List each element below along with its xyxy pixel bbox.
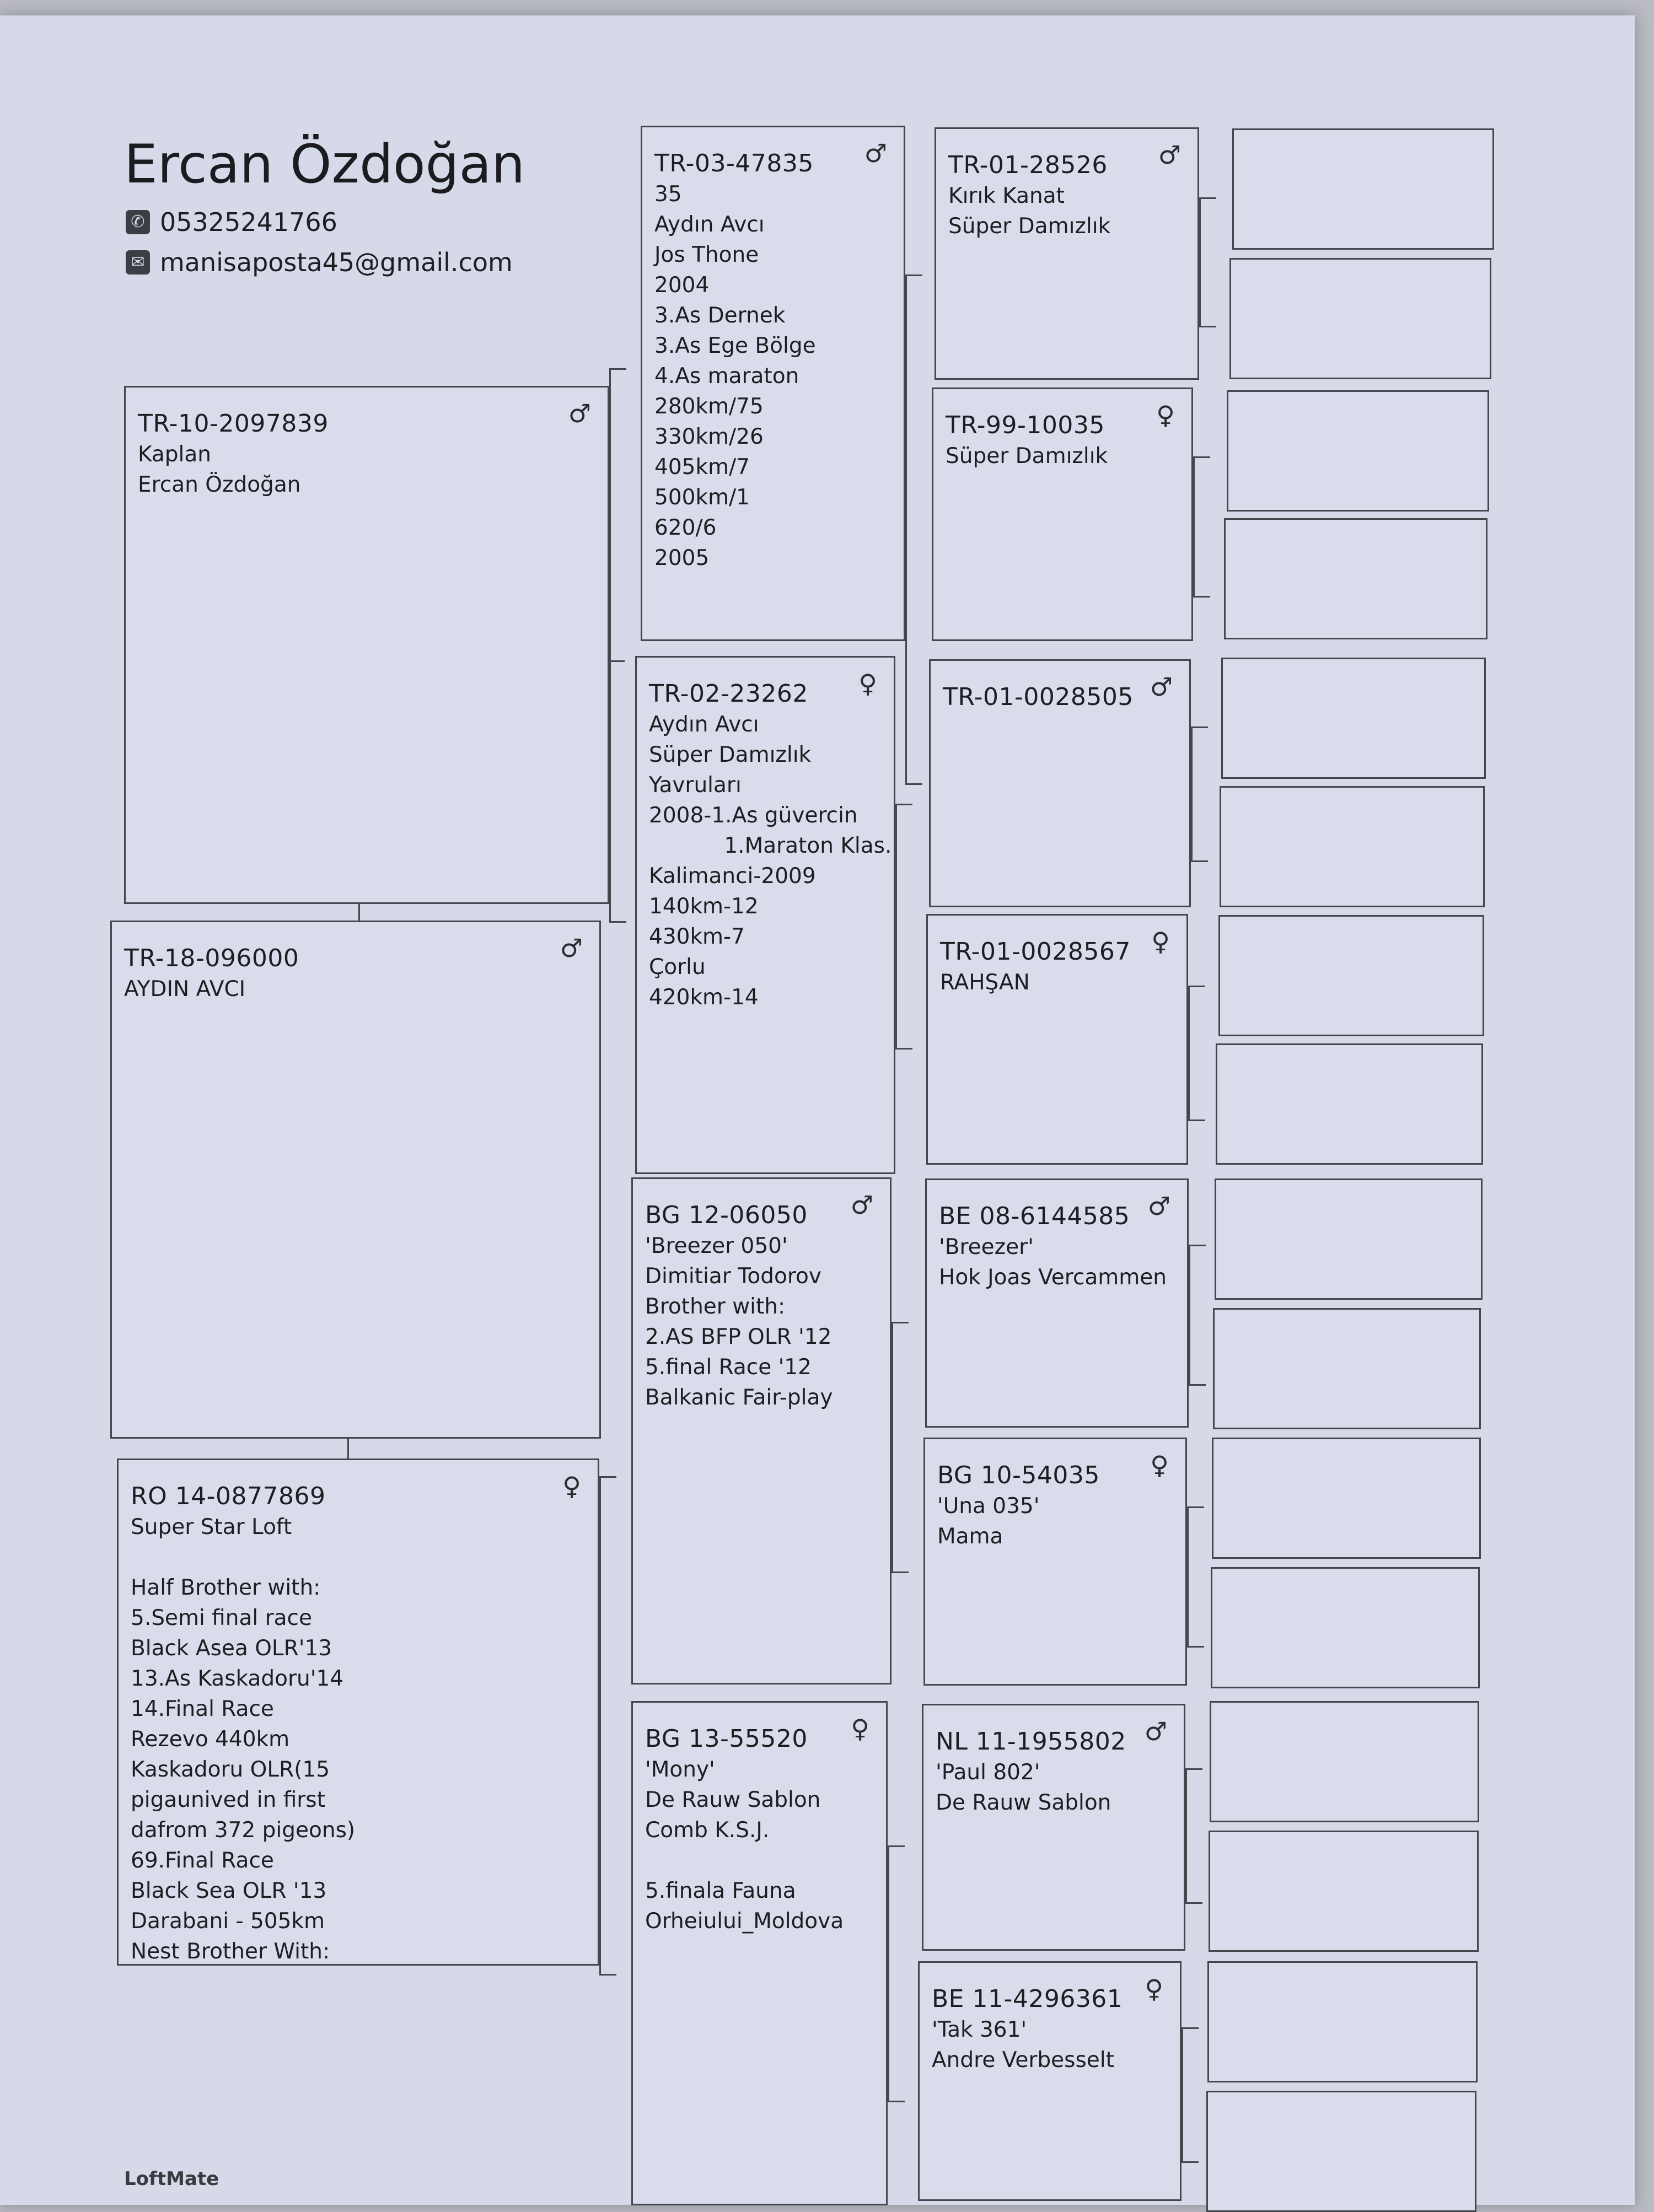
pigeon-detail-line: 620/6 xyxy=(654,515,717,540)
male-symbol-icon: ♂ xyxy=(568,399,591,428)
pigeon-card xyxy=(935,127,1199,380)
pigeon-detail-line: 330km/26 xyxy=(654,424,764,449)
empty-ancestor-card xyxy=(1221,658,1486,779)
pigeon-detail-line: 2.AS BFP OLR '12 xyxy=(645,1325,832,1349)
connector-bracket xyxy=(1182,2027,1199,2163)
pigeon-detail-line: Orheiului_Moldova xyxy=(645,1909,844,1934)
pigeon-detail-line: 69.Final Race xyxy=(131,1848,274,1873)
pigeon-detail-line: 4.As maraton xyxy=(654,364,799,389)
female-symbol-icon: ♀ xyxy=(858,669,877,698)
pigeon-detail-line: 420km-14 xyxy=(649,985,759,1010)
pigeon-detail-line: Çorlu xyxy=(649,955,706,979)
pigeon-detail-line: Nest Brother With: xyxy=(131,1939,330,1964)
pigeon-card xyxy=(932,387,1193,641)
female-symbol-icon: ♀ xyxy=(851,1714,869,1743)
pigeon-card xyxy=(922,1704,1185,1951)
pedigree-sheet xyxy=(0,15,1635,2205)
connector-bracket xyxy=(1185,1768,1202,1904)
pigeon-detail-line: Balkanic Fair-play xyxy=(645,1385,833,1410)
connector-bracket xyxy=(1199,197,1216,327)
pigeon-detail-line: Yavruları xyxy=(649,773,742,798)
pigeon-detail-line: Kalimanci-2009 xyxy=(649,864,816,889)
pigeon-card xyxy=(631,1177,892,1684)
pigeon-detail-line: De Rauw Sablon xyxy=(936,1790,1111,1815)
pigeon-detail-line: Black Sea OLR '13 xyxy=(131,1879,327,1903)
pigeon-detail-line: 5.final Race '12 xyxy=(645,1355,812,1380)
female-symbol-icon: ♀ xyxy=(562,1471,581,1501)
ring-number: TR-01-0028505 xyxy=(943,683,1134,711)
pigeon-detail-line: Comb K.S.J. xyxy=(645,1818,770,1843)
pigeon-detail-line: Aydın Avcı xyxy=(649,712,759,737)
pigeon-card xyxy=(925,1178,1189,1428)
pigeon-detail-line: Süper Damızlık xyxy=(649,742,812,767)
male-symbol-icon: ♂ xyxy=(1144,1716,1167,1746)
ring-number: TR-02-23262 xyxy=(649,680,808,708)
empty-ancestor-card xyxy=(1232,128,1494,250)
pigeon-detail-line: 280km/75 xyxy=(654,394,764,419)
pigeon-detail-line: Black Asea OLR'13 xyxy=(131,1636,332,1661)
pigeon-detail-line: 14.Final Race xyxy=(131,1697,274,1721)
empty-ancestor-card xyxy=(1207,1961,1478,2082)
empty-ancestor-card xyxy=(1206,2091,1476,2212)
pigeon-detail-line: 'Paul 802' xyxy=(936,1760,1040,1785)
pigeon-detail-line: Kırık Kanat xyxy=(948,184,1065,208)
pigeon-detail-line: Kaskadoru OLR(15 xyxy=(131,1757,330,1782)
phone-icon: ✆ xyxy=(126,210,150,234)
empty-ancestor-card xyxy=(1218,915,1484,1036)
pigeon-detail-line: 140km-12 xyxy=(649,894,759,919)
connector-bracket xyxy=(599,1476,616,1976)
envelope-icon: ✉ xyxy=(126,250,150,275)
pigeon-detail-line: 5.finala Fauna xyxy=(645,1879,796,1903)
connector-line xyxy=(609,660,625,664)
pigeon-detail-line: Half Brother with: xyxy=(131,1575,321,1600)
pigeon-detail-line: Süper Damızlık xyxy=(948,214,1111,239)
connector-bracket xyxy=(1187,1506,1204,1648)
male-symbol-icon: ♂ xyxy=(1150,672,1173,702)
pigeon-detail-line: 2005 xyxy=(654,546,710,571)
pigeon-detail-line: 405km/7 xyxy=(654,455,750,480)
connector-bracket xyxy=(1189,1245,1206,1386)
email-row xyxy=(126,246,513,279)
pigeon-card xyxy=(124,386,609,904)
pigeon-detail-line: Ercan Özdoğan xyxy=(138,472,301,497)
ring-number: RO 14-0877869 xyxy=(131,1482,326,1510)
pigeon-card xyxy=(631,1701,888,2205)
ring-number: TR-10-2097839 xyxy=(138,410,329,438)
ring-number: BG 12-06050 xyxy=(645,1201,808,1229)
ring-number: TR-03-47835 xyxy=(654,149,814,177)
empty-ancestor-card xyxy=(1209,1831,1479,1952)
empty-ancestor-card xyxy=(1227,390,1489,512)
ring-number: TR-01-0028567 xyxy=(940,938,1131,966)
pigeon-detail-line xyxy=(131,1542,586,1573)
connector-bracket xyxy=(1188,986,1205,1121)
pigeon-card xyxy=(117,1458,599,1966)
pigeon-detail-line: 'Breezer' xyxy=(939,1235,1034,1260)
empty-ancestor-card xyxy=(1224,518,1487,639)
ring-number: TR-99-10035 xyxy=(946,411,1105,439)
pigeon-detail-line: 35 xyxy=(654,182,682,207)
ring-number: BG 13-55520 xyxy=(645,1725,808,1753)
pigeon-detail-line: 13.As Kaskadoru'14 xyxy=(131,1666,344,1691)
male-symbol-icon: ♂ xyxy=(864,138,887,168)
phone-number: 05325241766 xyxy=(160,207,337,237)
empty-ancestor-card xyxy=(1215,1178,1483,1300)
connector-bracket xyxy=(905,275,922,785)
pigeon-detail-line: 2008-1.As güvercin xyxy=(649,803,858,828)
empty-ancestor-card xyxy=(1213,1308,1481,1429)
pigeon-detail-line: Süper Damızlık xyxy=(946,444,1108,469)
male-symbol-icon: ♂ xyxy=(850,1190,873,1220)
ring-number: BG 10-54035 xyxy=(937,1461,1100,1489)
empty-ancestor-card xyxy=(1220,786,1485,907)
connector-bracket xyxy=(895,804,912,1050)
pigeon-card xyxy=(926,914,1188,1165)
pigeon-detail-line: 3.As Ege Bölge xyxy=(654,333,816,358)
female-symbol-icon: ♀ xyxy=(1151,927,1170,956)
pigeon-detail-line: Kaplan xyxy=(138,442,211,467)
pigeon-detail-line: 430km-7 xyxy=(649,924,745,949)
empty-ancestor-card xyxy=(1210,1701,1479,1822)
pigeon-detail-line: 'Mony' xyxy=(645,1757,715,1782)
male-symbol-icon: ♂ xyxy=(1147,1191,1170,1221)
pigeon-detail-line: De Rauw Sablon xyxy=(645,1788,821,1812)
pigeon-detail-line: Dimitiar Todorov xyxy=(645,1264,821,1289)
pigeon-card xyxy=(929,659,1191,907)
pigeon-detail-line: 1.Maraton Klas. xyxy=(649,833,892,858)
ring-number: TR-18-096000 xyxy=(124,944,299,972)
pigeon-detail-line: 3.As Dernek xyxy=(654,303,786,328)
empty-ancestor-card xyxy=(1212,1438,1481,1559)
pigeon-detail-line: dafrom 372 pigeons) xyxy=(131,1818,356,1843)
phone-row xyxy=(126,206,337,239)
pigeon-detail-line: Andre Verbesselt xyxy=(932,2048,1114,2073)
ring-number: TR-01-28526 xyxy=(948,151,1108,179)
female-symbol-icon: ♀ xyxy=(1145,1974,1163,2004)
pigeon-card xyxy=(918,1961,1182,2201)
owner-name: Ercan Özdoğan xyxy=(124,133,525,195)
ring-number: NL 11-1955802 xyxy=(936,1727,1126,1756)
female-symbol-icon: ♀ xyxy=(1156,400,1175,430)
empty-ancestor-card xyxy=(1211,1567,1480,1688)
male-symbol-icon: ♂ xyxy=(560,933,583,963)
pigeon-detail-line xyxy=(645,1845,874,1876)
pigeon-detail-line: 2004 xyxy=(654,273,710,298)
pigeon-detail-line: Brother with: xyxy=(645,1294,786,1319)
pigeon-card xyxy=(110,921,601,1439)
ring-number: BE 11-4296361 xyxy=(932,1985,1123,2013)
pigeon-card xyxy=(923,1438,1187,1686)
male-symbol-icon: ♂ xyxy=(1158,140,1181,170)
connector-bracket xyxy=(609,368,626,923)
pigeon-detail-line: Super Star Loft xyxy=(131,1515,292,1540)
empty-ancestor-card xyxy=(1229,258,1491,379)
pigeon-detail-line: 'Breezer 050' xyxy=(645,1234,788,1258)
pigeon-detail-line: 'Tak 361' xyxy=(932,2017,1027,2042)
pigeon-detail-line: Aydın Avcı xyxy=(654,212,765,237)
connector-line xyxy=(358,904,362,921)
female-symbol-icon: ♀ xyxy=(1150,1450,1169,1480)
pigeon-detail-line: 500km/1 xyxy=(654,485,750,510)
connector-bracket xyxy=(1191,726,1208,862)
pigeon-detail-line: RAHŞAN xyxy=(940,970,1030,995)
empty-ancestor-card xyxy=(1216,1043,1483,1165)
connector-bracket xyxy=(1193,456,1210,598)
pigeon-detail-line: Mama xyxy=(937,1524,1003,1549)
pigeon-detail-line: Jos Thone xyxy=(654,243,759,267)
pigeon-detail-line: Darabani - 505km xyxy=(131,1909,325,1934)
connector-bracket xyxy=(892,1322,909,1573)
pigeon-card xyxy=(641,126,905,641)
pigeon-detail-line: 'Una 035' xyxy=(937,1494,1040,1519)
pigeon-detail-line: Rezevo 440km xyxy=(131,1727,290,1752)
pigeon-detail-line: pigaunived in first xyxy=(131,1788,325,1812)
ring-number: BE 08-6144585 xyxy=(939,1202,1130,1230)
pigeon-detail-line: Hok Joas Vercammen xyxy=(939,1265,1167,1290)
connector-line xyxy=(347,1439,351,1458)
connector-bracket xyxy=(888,1845,905,2102)
pigeon-card xyxy=(635,656,895,1174)
pigeon-detail-line: 5.Semi final race xyxy=(131,1606,312,1630)
email-address: manisaposta45@gmail.com xyxy=(160,247,513,277)
pigeon-detail-line: AYDIN AVCI xyxy=(124,977,246,1002)
footer-brand: LoftMate xyxy=(124,2168,219,2190)
